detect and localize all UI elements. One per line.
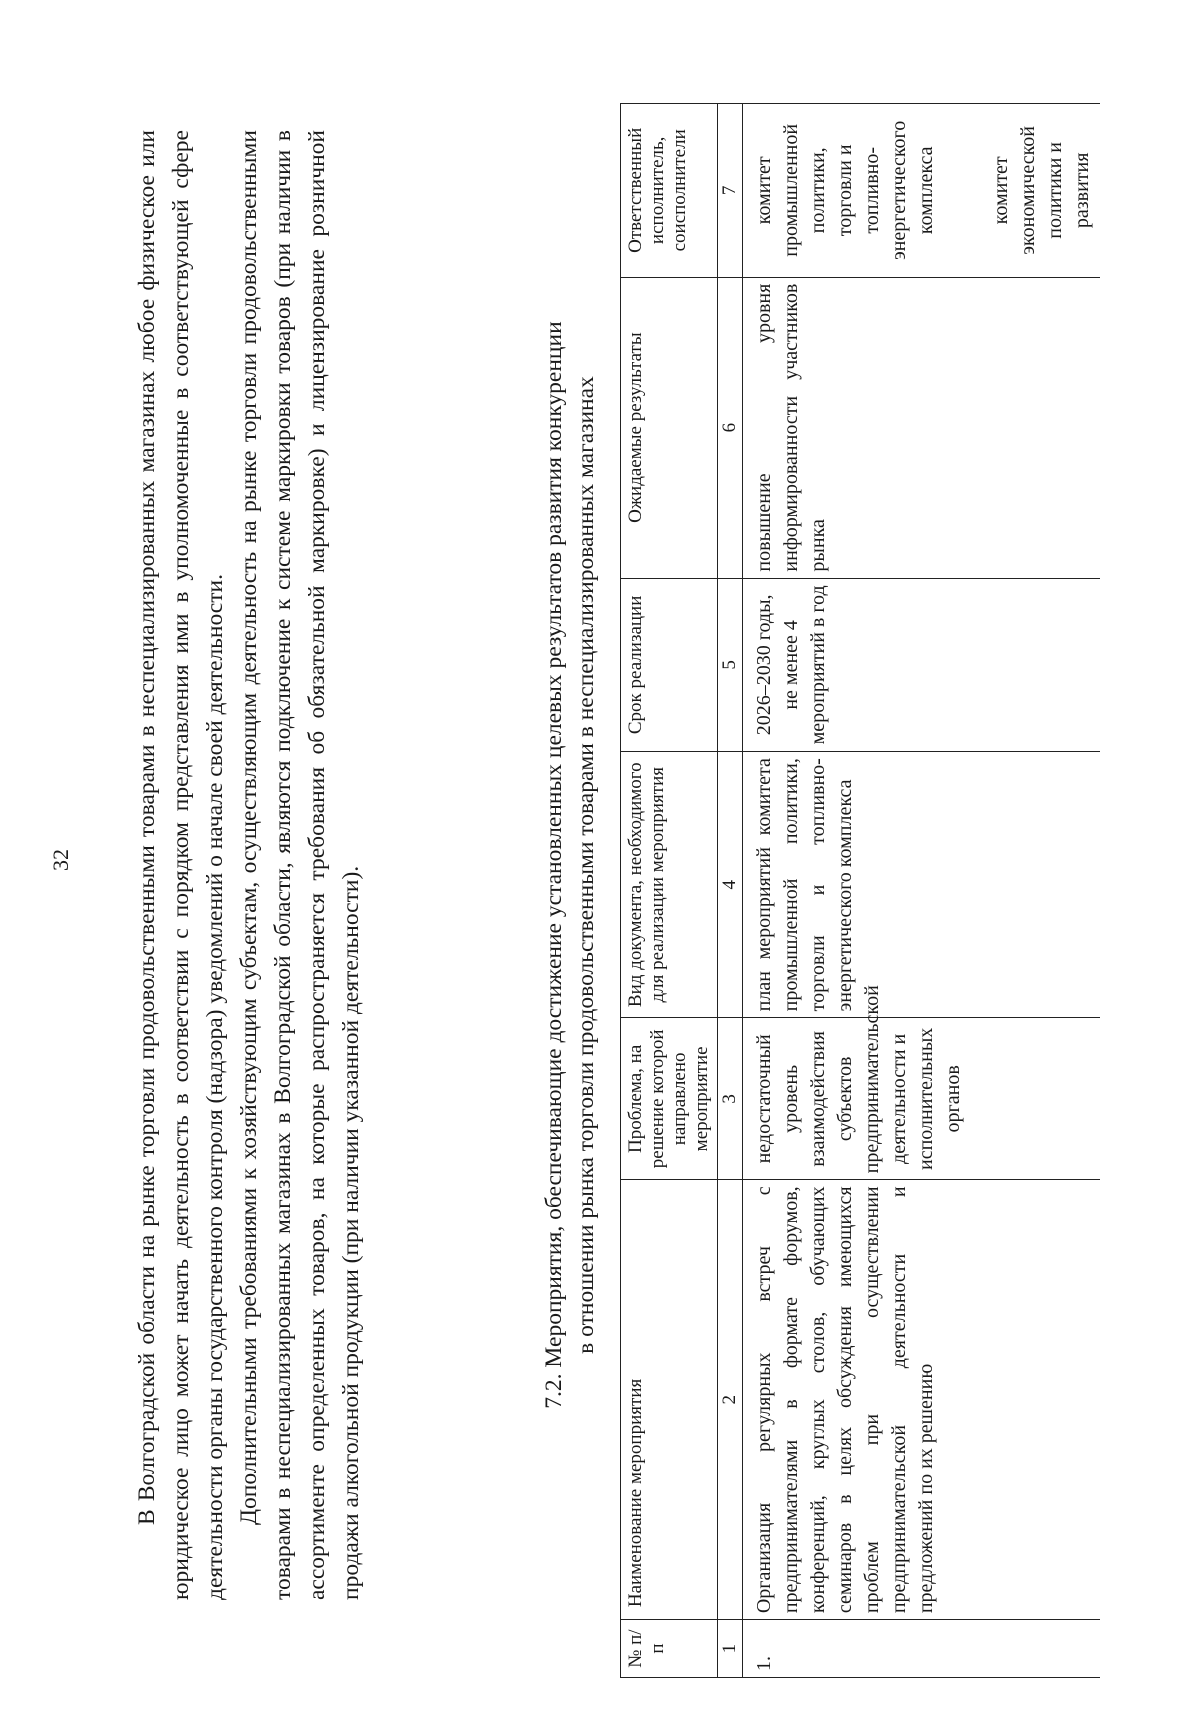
header-responsible: Ответственный исполнитель, соисполнители [621, 104, 718, 278]
page-number: 32 [48, 849, 73, 871]
header-name: Наименование мероприятия [621, 1180, 718, 1620]
row-document: план мероприятий комитета промышленной политики, торговли и топливно-энергетического комплекса [743, 752, 1101, 1018]
column-number: 2 [718, 1180, 743, 1620]
row-name: Организация регулярных встреч с предпринимателями в формате форумов, конференций, круглых столов, обучающих семинаров в целях обсуждения имеющихся проблем при осуществлении предпринимательской деятельности и предложений по их решению [743, 1180, 1101, 1620]
row-co-executor: комитет экономической политики и развития [990, 125, 1093, 255]
intro-text [130, 130, 368, 1600]
header-num: № п/п [621, 1620, 718, 1678]
row-num: 1. [743, 1620, 1101, 1678]
row-problem: недостаточный уровень взаимодействия субъектов предпринимательской деятельности и исполнительных органов [743, 1018, 1101, 1180]
section-title-line-2: в отношении рынка торговли продовольственными товарами в неспециализированных магазинах [573, 376, 599, 1354]
header-problem: Проблема, на решение которой направлено мероприятие [621, 1018, 718, 1180]
column-number: 3 [718, 1018, 743, 1180]
document-page [20, 30, 1180, 1690]
section-title [538, 130, 602, 1600]
table-header-row [621, 104, 718, 1678]
intro-paragraph-1: В Волгоградской области на рынке торговли продовольственными товарами в неспециализированных магазинах любое физическое или юридическое лицо может начать деятельность в соответствии с порядком представления ими в уполномоченные в соответствующей сфере деятельности органы государственного контроля (надзора) уведомлений о начале своей деятельности. [134, 130, 228, 1600]
column-number: 5 [718, 578, 743, 752]
row-term: 2026–2030 годы, не менее 4 мероприятий в год [743, 578, 1101, 752]
table-row [743, 104, 1101, 1678]
row-result: повышение уровня информированности участников рынка [743, 277, 1101, 578]
intro-paragraph-2: Дополнительными требованиями к хозяйствующим субъектам, осуществляющим деятельность на рынке торговли продовольственными товарами в неспециализированных магазинах в Волгоградской области, являются подключение к системе маркировки товаров (при наличии в ассортименте определенных товаров, на которые распространяется требования об обязательной маркировке) и лицензирование розничной продажи алкогольной продукции (при наличии указанной деятельности). [236, 130, 364, 1600]
header-document: Вид документа, необходимого для реализации мероприятия [621, 752, 718, 1018]
column-number: 7 [718, 104, 743, 278]
column-number: 4 [718, 752, 743, 1018]
column-number-row [718, 104, 743, 1678]
measures-table [620, 103, 1100, 1678]
column-number: 1 [718, 1620, 743, 1678]
column-number: 6 [718, 277, 743, 578]
measures-table-wrapper [620, 103, 1100, 1678]
row-responsible: комитет промышленной политики, торговли и топливно-энергетического комплекса [753, 120, 937, 260]
header-result: Ожидаемые результаты [621, 277, 718, 578]
header-term: Срок реализации [621, 578, 718, 752]
spacer [940, 110, 988, 271]
section-title-line-1: 7.2. Мероприятия, обеспечивающие достижение установленных целевых результатов развития конкуренции [541, 321, 567, 1409]
row-responsible-cell [743, 104, 1101, 278]
